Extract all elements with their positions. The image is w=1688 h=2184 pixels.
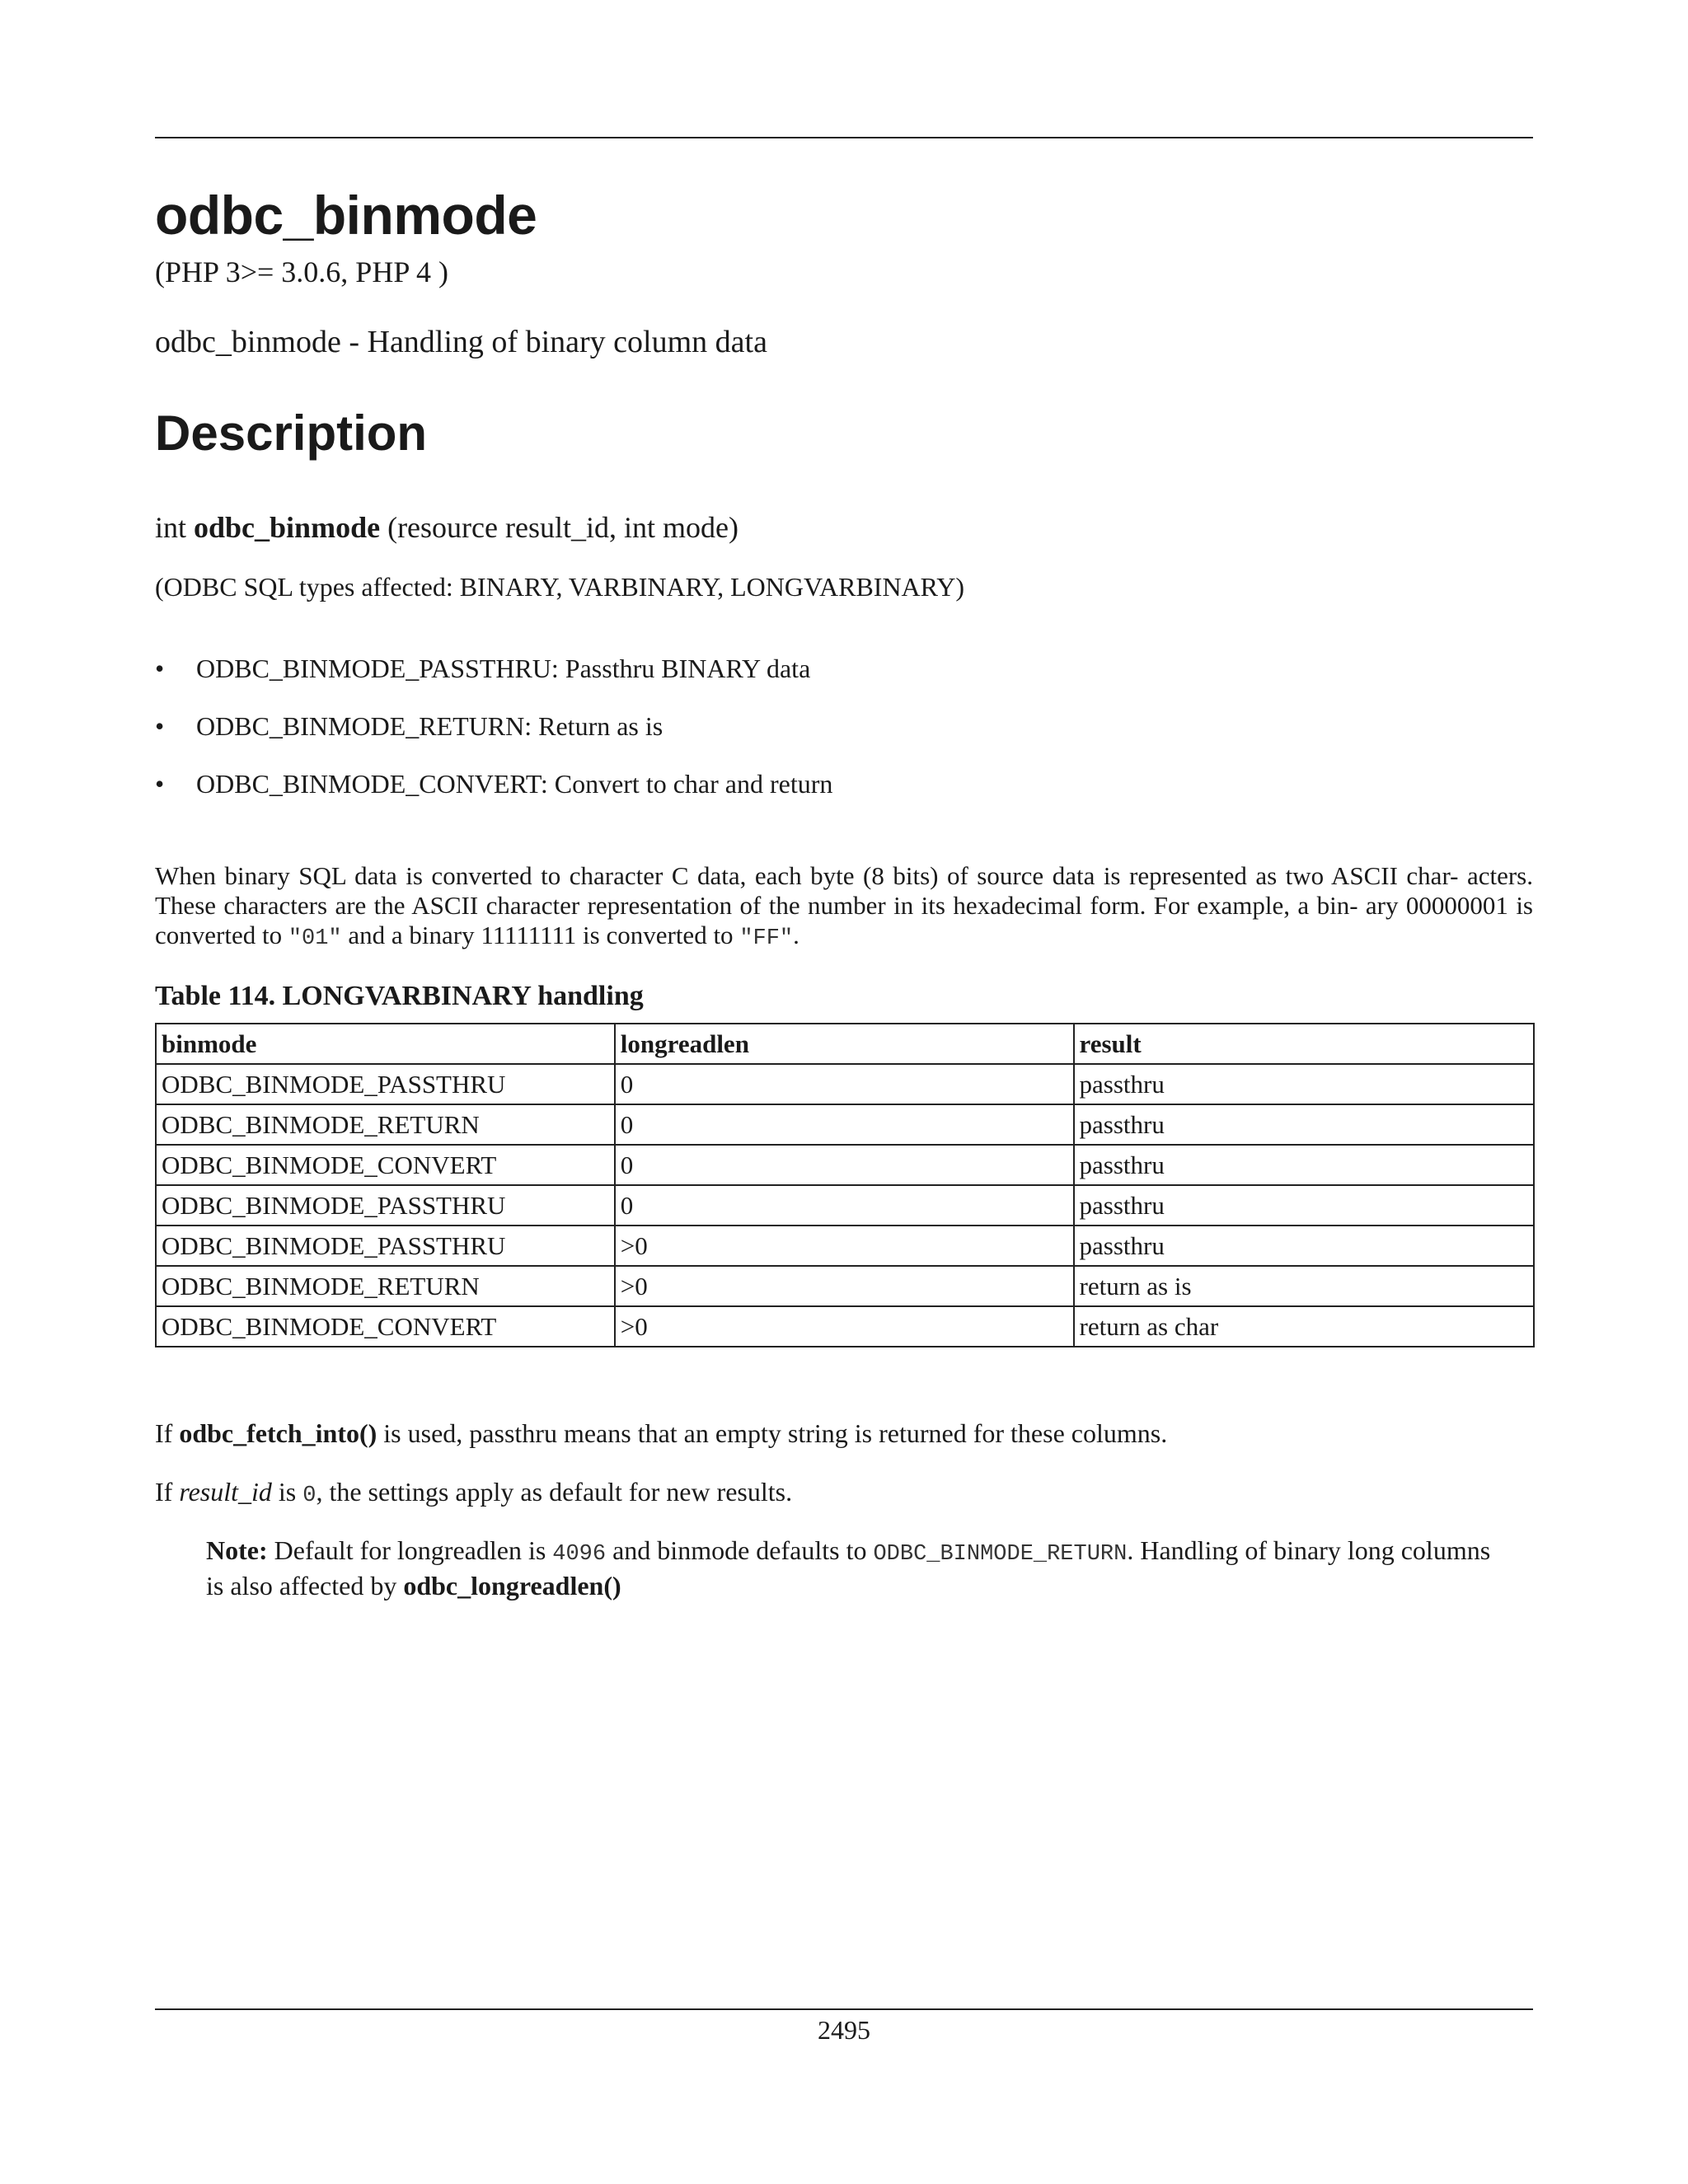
table-cell: >0 (615, 1306, 1074, 1347)
longvarbinary-table (155, 1023, 1535, 1347)
page-title: odbc_binmode (155, 185, 537, 246)
bullet-icon: • (155, 711, 165, 741)
table-row (156, 1266, 1534, 1306)
table-cell: ODBC_BINMODE_RETURN (156, 1104, 615, 1145)
note-text: , the settings apply as default for new results. (316, 1477, 793, 1507)
table-cell: ODBC_BINMODE_PASSTHRU (156, 1226, 615, 1266)
conversion-paragraph (155, 861, 1533, 954)
table-cell: 0 (615, 1064, 1074, 1104)
mode-list (155, 655, 1533, 828)
conversion-text: . (793, 921, 799, 949)
conversion-text: When binary SQL data is converted to character C data, each byte (8 bits) of source data is represented as two ASCII char- acters. These characters are the ASCII character representation of the number in its hexadecimal form. For example, a bin- ary 00000001 is converted to (155, 861, 1533, 949)
column-header: longreadlen (615, 1024, 1074, 1064)
function-synopsis (155, 513, 738, 542)
table-cell: ODBC_BINMODE_CONVERT (156, 1306, 615, 1347)
version-info: (PHP 3>= 3.0.6, PHP 4 ) (155, 255, 448, 288)
table-row (156, 1104, 1534, 1145)
table-cell: passthru (1074, 1104, 1534, 1145)
bullet-icon: • (155, 769, 165, 799)
list-item (155, 655, 1533, 713)
function-reference: odbc_fetch_into() (179, 1418, 377, 1448)
table-cell: 0 (615, 1185, 1074, 1226)
column-header: binmode (156, 1024, 615, 1064)
table-row (156, 1185, 1534, 1226)
ref-purpose: odbc_binmode - Handling of binary column data (155, 325, 767, 359)
table-cell: passthru (1074, 1064, 1534, 1104)
code-literal: 0 (302, 1483, 316, 1508)
note-admonition (206, 1535, 1492, 1601)
table-row (156, 1226, 1534, 1266)
table-caption: Table 114. LONGVARBINARY handling (155, 981, 644, 1011)
table-row (156, 1145, 1534, 1185)
column-header: result (1074, 1024, 1534, 1064)
function-reference: odbc_longreadlen() (403, 1571, 621, 1601)
conversion-text: and a binary 11111111 is converted to (341, 921, 740, 949)
code-literal: ODBC_BINMODE_RETURN (873, 1542, 1128, 1567)
note-text: If (155, 1477, 180, 1507)
note-text: is (271, 1477, 303, 1507)
mode-item-label: ODBC_BINMODE_CONVERT: Convert to char and return (196, 769, 833, 799)
note-text: Default for longreadlen is (267, 1535, 553, 1565)
note-text: is used, passthru means that an empty string is returned for these columns. (377, 1418, 1168, 1448)
code-literal: 4096 (552, 1542, 607, 1567)
mode-item-label: ODBC_BINMODE_PASSTHRU: Passthru BINARY data (196, 654, 811, 683)
parameter-name: result_id (179, 1477, 272, 1507)
list-item (155, 713, 1533, 771)
code-literal: "FF" (739, 926, 794, 951)
return-type: int (155, 511, 195, 544)
table-cell: passthru (1074, 1226, 1534, 1266)
table-cell: ODBC_BINMODE_CONVERT (156, 1145, 615, 1185)
header-rule (155, 137, 1533, 138)
table-cell: 0 (615, 1145, 1074, 1185)
table-cell: 0 (615, 1104, 1074, 1145)
table-row (156, 1306, 1534, 1347)
table-cell: passthru (1074, 1145, 1534, 1185)
page-number: 2495 (818, 2015, 870, 2045)
table-cell: ODBC_BINMODE_PASSTHRU (156, 1185, 615, 1226)
note-text: . Handling of binary long columns is also affected by (206, 1535, 1491, 1601)
table-cell: ODBC_BINMODE_PASSTHRU (156, 1064, 615, 1104)
table-cell: ODBC_BINMODE_RETURN (156, 1266, 615, 1306)
note-label: Note: (206, 1535, 268, 1565)
bullet-icon: • (155, 654, 165, 683)
table-cell: >0 (615, 1266, 1074, 1306)
description-heading: Description (155, 405, 428, 461)
result-id-note (155, 1479, 792, 1507)
table-cell: passthru (1074, 1185, 1534, 1226)
function-params: (resource result_id, int mode) (380, 511, 738, 544)
footer-rule (155, 2008, 1533, 2010)
table-row (156, 1064, 1534, 1104)
table-header-row (156, 1024, 1534, 1064)
document-page (155, 0, 1533, 2184)
table-cell: return as is (1074, 1266, 1534, 1306)
fetch-into-note (155, 1420, 1167, 1446)
mode-item-label: ODBC_BINMODE_RETURN: Return as is (196, 711, 663, 741)
function-name: odbc_binmode (194, 511, 381, 544)
table-cell: >0 (615, 1226, 1074, 1266)
table-cell: return as char (1074, 1306, 1534, 1347)
list-item (155, 771, 1533, 828)
affected-types: (ODBC SQL types affected: BINARY, VARBINARY, LONGVARBINARY) (155, 572, 964, 602)
note-text: and binmode defaults to (606, 1535, 874, 1565)
code-literal: "01" (288, 926, 342, 951)
note-text: If (155, 1418, 180, 1448)
